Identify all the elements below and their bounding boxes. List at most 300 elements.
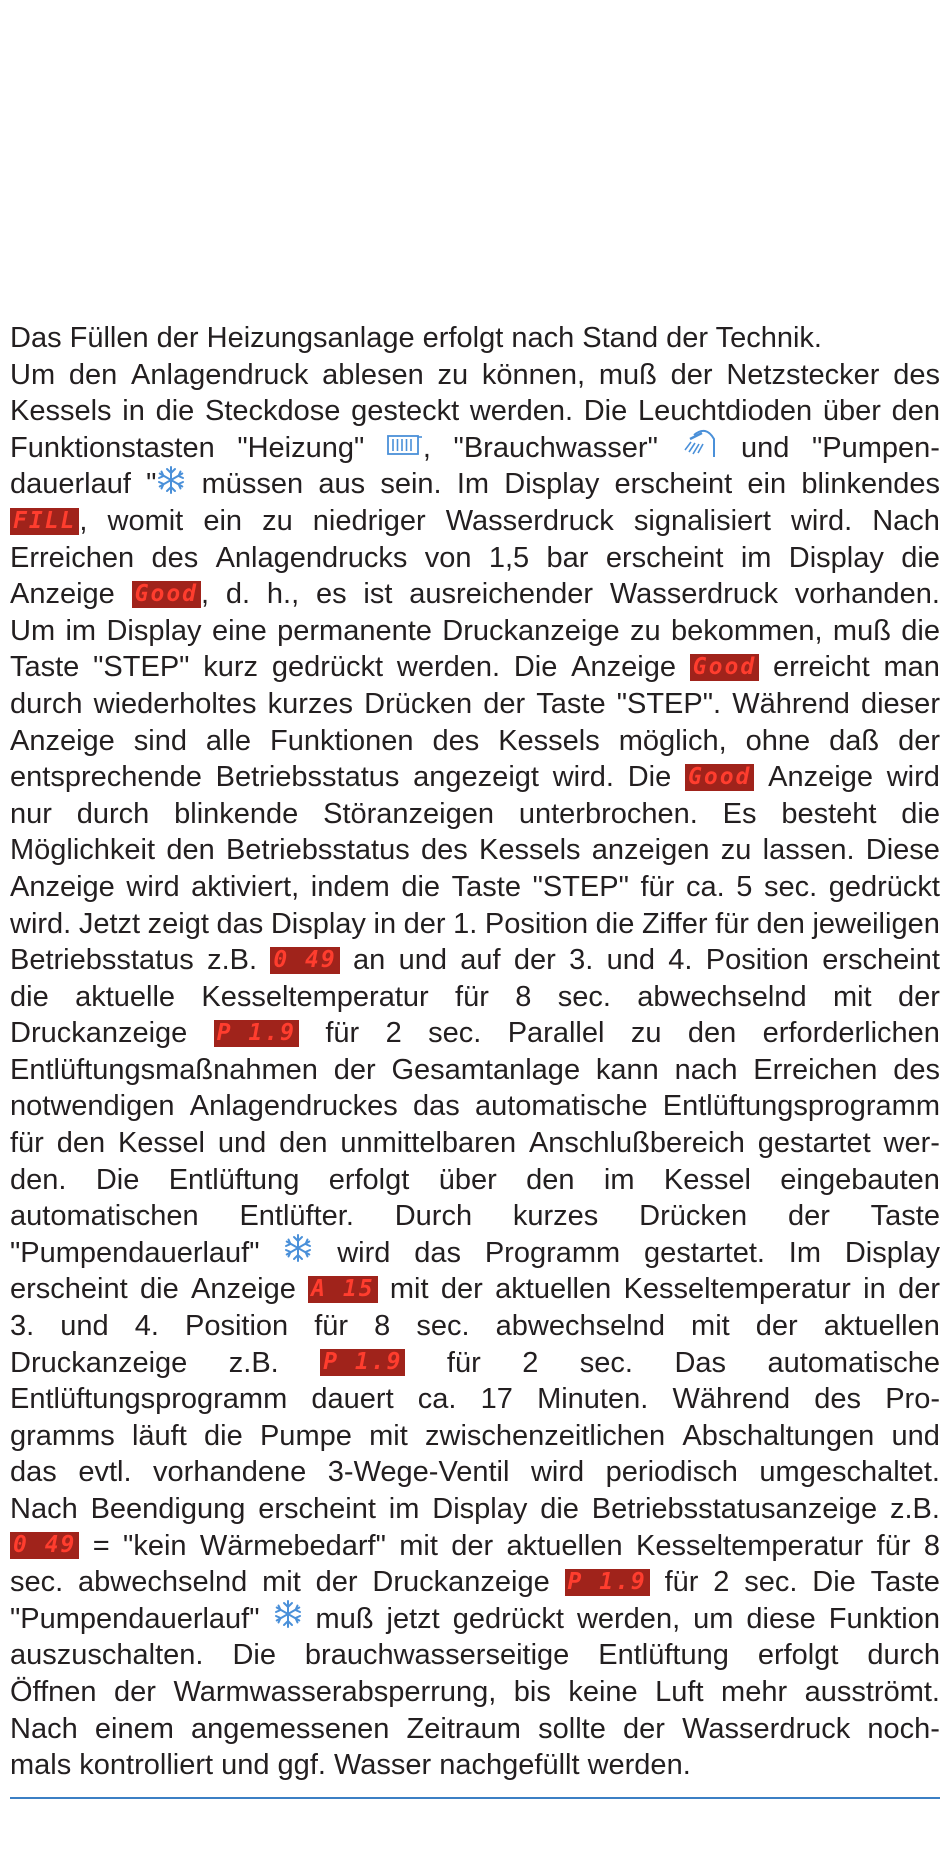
word-group <box>481 1381 513 1418</box>
word: erscheint <box>822 944 940 977</box>
word: Zeitraum <box>406 1712 521 1745</box>
text-line <box>10 393 940 430</box>
word: 1,5 <box>488 541 530 574</box>
word-group <box>706 942 809 979</box>
word: abwechselnd <box>495 1310 665 1343</box>
word: Display <box>270 907 366 940</box>
word: niedriger <box>312 504 426 537</box>
word-group <box>822 942 940 979</box>
word-group <box>641 869 675 906</box>
word-group <box>123 1528 187 1565</box>
word-group <box>65 613 96 650</box>
word: ohne <box>745 724 811 757</box>
word: läuft <box>131 1419 187 1452</box>
word-group <box>10 796 52 833</box>
word: Parallel <box>507 1017 605 1050</box>
word-group <box>10 1601 260 1638</box>
word-group <box>340 1125 516 1162</box>
word-group <box>93 1528 110 1565</box>
word: aktuellen <box>506 1529 623 1562</box>
word-group <box>693 1601 733 1638</box>
word-group <box>10 649 79 686</box>
word: automatische <box>767 1346 940 1379</box>
word-group <box>901 796 940 833</box>
word: mit <box>832 980 872 1013</box>
word-group <box>547 540 589 577</box>
word: z.B. <box>228 1346 279 1379</box>
word-group <box>153 1454 306 1491</box>
word-group <box>475 1088 648 1125</box>
word: Kessels <box>498 724 600 757</box>
word: auszuschalten. <box>10 1639 204 1672</box>
word-group <box>232 1637 276 1674</box>
word-group <box>441 1271 483 1308</box>
word-group <box>323 796 494 833</box>
word: der <box>897 980 940 1013</box>
word: dauert <box>311 1383 394 1416</box>
word-group <box>636 1528 863 1565</box>
word: der <box>898 724 940 757</box>
word: nach <box>674 1053 738 1086</box>
word: für <box>325 1017 360 1050</box>
word-group <box>10 686 83 723</box>
word: angezeigt <box>413 761 539 794</box>
word-group <box>824 1308 940 1345</box>
word-group <box>399 1528 438 1565</box>
word: ein <box>747 468 787 501</box>
word: es <box>315 578 347 611</box>
word: Entlüfter. <box>239 1200 354 1233</box>
word-group <box>262 1564 301 1601</box>
word: die <box>155 395 195 428</box>
word-group <box>814 1381 861 1418</box>
word-group <box>387 1601 440 1638</box>
word-group <box>166 832 214 869</box>
lcd-display: Good <box>690 654 759 681</box>
word: bekommen, <box>671 614 823 647</box>
word-group <box>624 1271 851 1308</box>
word: mehr <box>721 1675 788 1708</box>
text-line <box>10 1601 940 1638</box>
word: permanente <box>277 614 432 647</box>
word: alle <box>205 724 252 757</box>
word: Betriebsstatus <box>10 944 194 977</box>
word: Um <box>10 614 56 647</box>
word-group <box>10 357 55 394</box>
word: mit <box>389 1273 429 1306</box>
word-group <box>514 1674 551 1711</box>
word: periodisch <box>605 1456 738 1489</box>
word: notwendigen <box>10 1090 175 1123</box>
word: Taste <box>10 651 80 684</box>
word-group <box>369 1418 408 1455</box>
word-group <box>452 869 521 906</box>
word-group <box>407 1711 521 1748</box>
word: jetzt <box>386 1602 440 1635</box>
word-group <box>60 1308 108 1345</box>
word: Luft <box>655 1675 704 1708</box>
word: , <box>422 431 431 464</box>
word-group <box>206 723 251 760</box>
text-line <box>10 357 940 394</box>
word: z.B. <box>889 1493 940 1525</box>
word: Taste <box>870 1566 940 1599</box>
word: Nach <box>872 504 940 537</box>
word-group <box>664 1162 751 1199</box>
word-group <box>871 1198 940 1235</box>
word: sein. <box>380 468 442 501</box>
word-group <box>663 1088 940 1125</box>
word: Die <box>95 1163 140 1196</box>
radiator-icon <box>387 430 423 467</box>
word: 2 <box>385 1017 402 1050</box>
word-group <box>10 979 49 1016</box>
word: "Pumpendauerlauf" <box>10 1236 260 1269</box>
word: Position <box>484 907 589 940</box>
word: im <box>740 541 772 574</box>
word-group <box>812 906 939 943</box>
word-group <box>311 1381 393 1418</box>
word: mit <box>369 1419 408 1452</box>
word-group <box>78 1454 131 1491</box>
word: nur <box>10 797 52 830</box>
word: Nach <box>10 1493 78 1525</box>
word-group <box>146 465 186 505</box>
word: zu <box>630 1017 662 1050</box>
word: unmittelbaren <box>340 1127 517 1160</box>
word-group <box>863 1271 886 1308</box>
word-group <box>10 1418 115 1455</box>
word: bis <box>513 1675 551 1708</box>
word-group <box>537 1381 648 1418</box>
word-group <box>866 832 940 869</box>
word-group <box>519 796 698 833</box>
word-group <box>763 1015 940 1052</box>
word-group <box>514 649 558 686</box>
word-group <box>204 1418 243 1455</box>
word: brauchwasserseitige <box>304 1639 570 1672</box>
word-group <box>268 686 353 723</box>
word: Störanzeigen <box>323 797 495 830</box>
word-group <box>106 613 201 650</box>
word-group <box>69 357 117 394</box>
word-group <box>453 906 477 943</box>
word: 4. <box>668 944 693 977</box>
word-group <box>529 1125 745 1162</box>
word-group <box>877 1528 911 1565</box>
word-group <box>148 906 209 943</box>
word: "Pumpen- <box>812 431 940 464</box>
word: kurzes <box>267 687 354 720</box>
word: für <box>10 1127 44 1160</box>
word-group <box>470 393 573 430</box>
word: werden. <box>396 651 501 684</box>
word-group <box>216 906 263 943</box>
word: zeigt <box>147 907 209 940</box>
word: wird <box>530 1456 585 1489</box>
word: sollte <box>538 1712 606 1745</box>
word-group <box>607 942 655 979</box>
word-group <box>833 613 891 650</box>
text-line <box>10 1564 940 1601</box>
word: ablesen <box>322 358 424 391</box>
word-group <box>580 1345 633 1382</box>
word-group <box>308 1276 377 1303</box>
word-group <box>606 1454 738 1491</box>
word-group <box>801 466 940 503</box>
word: Drücken <box>639 1200 748 1233</box>
word-group <box>126 869 179 906</box>
word-group <box>239 1198 353 1235</box>
word: im <box>603 1163 635 1196</box>
word: Druckanzeige <box>10 1017 188 1050</box>
word-group <box>634 503 771 540</box>
word: werden. <box>469 395 574 428</box>
word-group <box>372 1564 549 1601</box>
word: womit <box>107 504 184 537</box>
word-group <box>893 357 940 394</box>
lcd-display: P 1.9 <box>320 1349 405 1376</box>
word-group <box>132 576 209 613</box>
word: erscheint <box>258 1493 376 1525</box>
word: Es <box>722 797 757 830</box>
word-group <box>901 613 940 650</box>
word-group <box>623 1711 665 1748</box>
word: 1. <box>453 907 478 940</box>
word-group <box>10 1052 318 1089</box>
word: Die <box>513 651 558 684</box>
word-group <box>805 1674 940 1711</box>
word-group <box>715 906 749 943</box>
word-group <box>200 1528 386 1565</box>
word: den. <box>10 1163 67 1196</box>
word: signalisiert <box>633 504 771 537</box>
word: Die <box>583 395 628 428</box>
word-group <box>485 1235 620 1272</box>
footer-rule <box>10 1797 940 1799</box>
word-group <box>190 1088 398 1125</box>
word: Pro- <box>885 1383 940 1416</box>
word: des <box>893 358 940 391</box>
word-group <box>421 832 468 869</box>
word: und <box>398 944 447 977</box>
word: des <box>420 834 468 867</box>
text-line <box>10 1088 940 1125</box>
text-line <box>10 466 940 503</box>
lcd-display: P 1.9 <box>214 1020 299 1047</box>
word-group <box>78 1564 247 1601</box>
word: Im <box>788 1236 822 1269</box>
word-group <box>95 1711 174 1748</box>
word-group <box>447 1345 481 1382</box>
word: von <box>424 541 472 574</box>
word-group <box>682 1418 874 1455</box>
word-group <box>131 357 308 394</box>
word: zu <box>262 504 293 537</box>
lcd-display: A 15 <box>308 1276 377 1303</box>
word: mit <box>691 1310 730 1343</box>
word-group <box>10 1564 63 1601</box>
word-group <box>173 1674 496 1711</box>
shower-icon <box>680 427 718 469</box>
word: können, <box>481 358 586 391</box>
word-group <box>202 466 304 503</box>
word: 3. <box>10 1310 35 1343</box>
word-group <box>10 576 115 613</box>
word: Kessels <box>10 395 112 428</box>
word-group <box>773 649 870 686</box>
word: lassen. <box>762 834 855 867</box>
word: den <box>68 358 118 391</box>
word-group <box>432 723 479 760</box>
word: Anzeige <box>768 761 873 794</box>
word: ist <box>363 578 393 611</box>
word-group <box>675 1052 738 1089</box>
word-group <box>226 576 250 613</box>
word-group <box>10 1162 66 1199</box>
word: "STEP". <box>616 687 722 720</box>
word: zwischenzeitlichen <box>425 1419 666 1452</box>
word-group <box>483 686 525 723</box>
word-group <box>732 686 850 723</box>
text-line <box>10 1125 940 1162</box>
word-group <box>514 942 556 979</box>
word-group <box>780 1162 940 1199</box>
text-line <box>10 503 940 540</box>
word: für <box>664 1566 699 1599</box>
word: Kessels <box>478 834 581 867</box>
word-group <box>414 1235 461 1272</box>
word: erforderlichen <box>762 1017 940 1050</box>
word-group <box>757 906 805 943</box>
word-group <box>592 1491 877 1528</box>
word: aktuellen <box>823 1310 940 1343</box>
word: zu <box>630 614 661 647</box>
word: des <box>814 1383 862 1416</box>
word: einem <box>94 1712 174 1745</box>
word-group <box>329 1162 410 1199</box>
word-group <box>723 796 757 833</box>
word: ausströmt. <box>804 1675 940 1708</box>
word-group <box>454 430 658 467</box>
word-group <box>399 942 447 979</box>
word-group <box>812 1564 856 1601</box>
word: noch- <box>867 1712 940 1745</box>
word-group <box>10 1235 260 1272</box>
word: bar <box>546 541 589 574</box>
word: man <box>883 651 940 684</box>
word: Im <box>456 468 490 501</box>
word-group <box>439 1162 497 1199</box>
word: der <box>440 1273 483 1306</box>
word-group <box>380 466 441 503</box>
word-group <box>270 723 414 760</box>
word-group <box>151 540 198 577</box>
word: auf <box>460 944 501 977</box>
word: wird <box>126 870 180 903</box>
word: unterbrochen. <box>518 797 698 830</box>
word-group <box>203 503 242 540</box>
word: erfolgt <box>757 1639 839 1672</box>
word-group <box>122 393 145 430</box>
word: Während <box>672 1383 791 1416</box>
snowflake-icon <box>283 1233 313 1273</box>
word-group <box>638 393 812 430</box>
word-group <box>688 1015 736 1052</box>
word-group <box>489 540 529 577</box>
word-group <box>898 979 940 1016</box>
word-group <box>756 1308 798 1345</box>
word: die <box>401 870 441 903</box>
word-group <box>887 759 940 796</box>
word-group <box>260 1418 352 1455</box>
word-group <box>390 1271 429 1308</box>
word: aktuelle <box>75 980 176 1013</box>
word: Entlüftung <box>598 1639 729 1672</box>
word-group <box>665 1564 699 1601</box>
word-group <box>671 357 713 394</box>
word: Die <box>627 761 672 794</box>
text-line <box>10 1491 940 1528</box>
word-group <box>479 832 581 869</box>
word: Pumpe <box>259 1419 352 1452</box>
word-group <box>10 540 134 577</box>
word-group <box>867 1637 940 1674</box>
word: indem <box>310 870 390 903</box>
word: um <box>693 1602 734 1635</box>
word: die <box>901 541 940 574</box>
word-group <box>596 906 635 943</box>
word-group <box>134 723 187 760</box>
word-group <box>768 759 873 796</box>
word: d. <box>225 578 251 611</box>
word-group <box>135 1308 159 1345</box>
word-group <box>522 1345 538 1382</box>
word: und <box>217 1127 267 1160</box>
text-line <box>10 1711 940 1748</box>
word-group <box>10 1674 97 1711</box>
word-group <box>132 1418 187 1455</box>
word-group <box>404 906 446 943</box>
word-group <box>272 649 383 686</box>
word-group <box>271 906 366 943</box>
word: in <box>373 907 397 940</box>
word-group <box>845 1235 940 1272</box>
word: das <box>412 1090 460 1123</box>
word-group <box>610 576 778 613</box>
word-group <box>457 466 489 503</box>
word-group <box>191 1711 389 1748</box>
text-line <box>10 759 940 796</box>
word: Wasserdruck <box>682 1712 851 1745</box>
lcd-display: FILL <box>10 508 79 535</box>
word: blinkende <box>174 797 299 830</box>
word-group <box>898 723 940 760</box>
word-group <box>746 723 811 760</box>
word-group <box>901 540 940 577</box>
word: Jetzt <box>78 907 141 940</box>
word: Druckanzeige <box>372 1566 550 1599</box>
word-group <box>763 832 855 869</box>
word: der <box>483 687 526 720</box>
word-group <box>413 759 539 796</box>
word: mit <box>262 1566 301 1599</box>
word-group <box>867 1711 940 1748</box>
word-group <box>495 1271 611 1308</box>
word-group <box>898 1271 940 1308</box>
word: die <box>10 980 49 1013</box>
word-group <box>686 869 725 906</box>
